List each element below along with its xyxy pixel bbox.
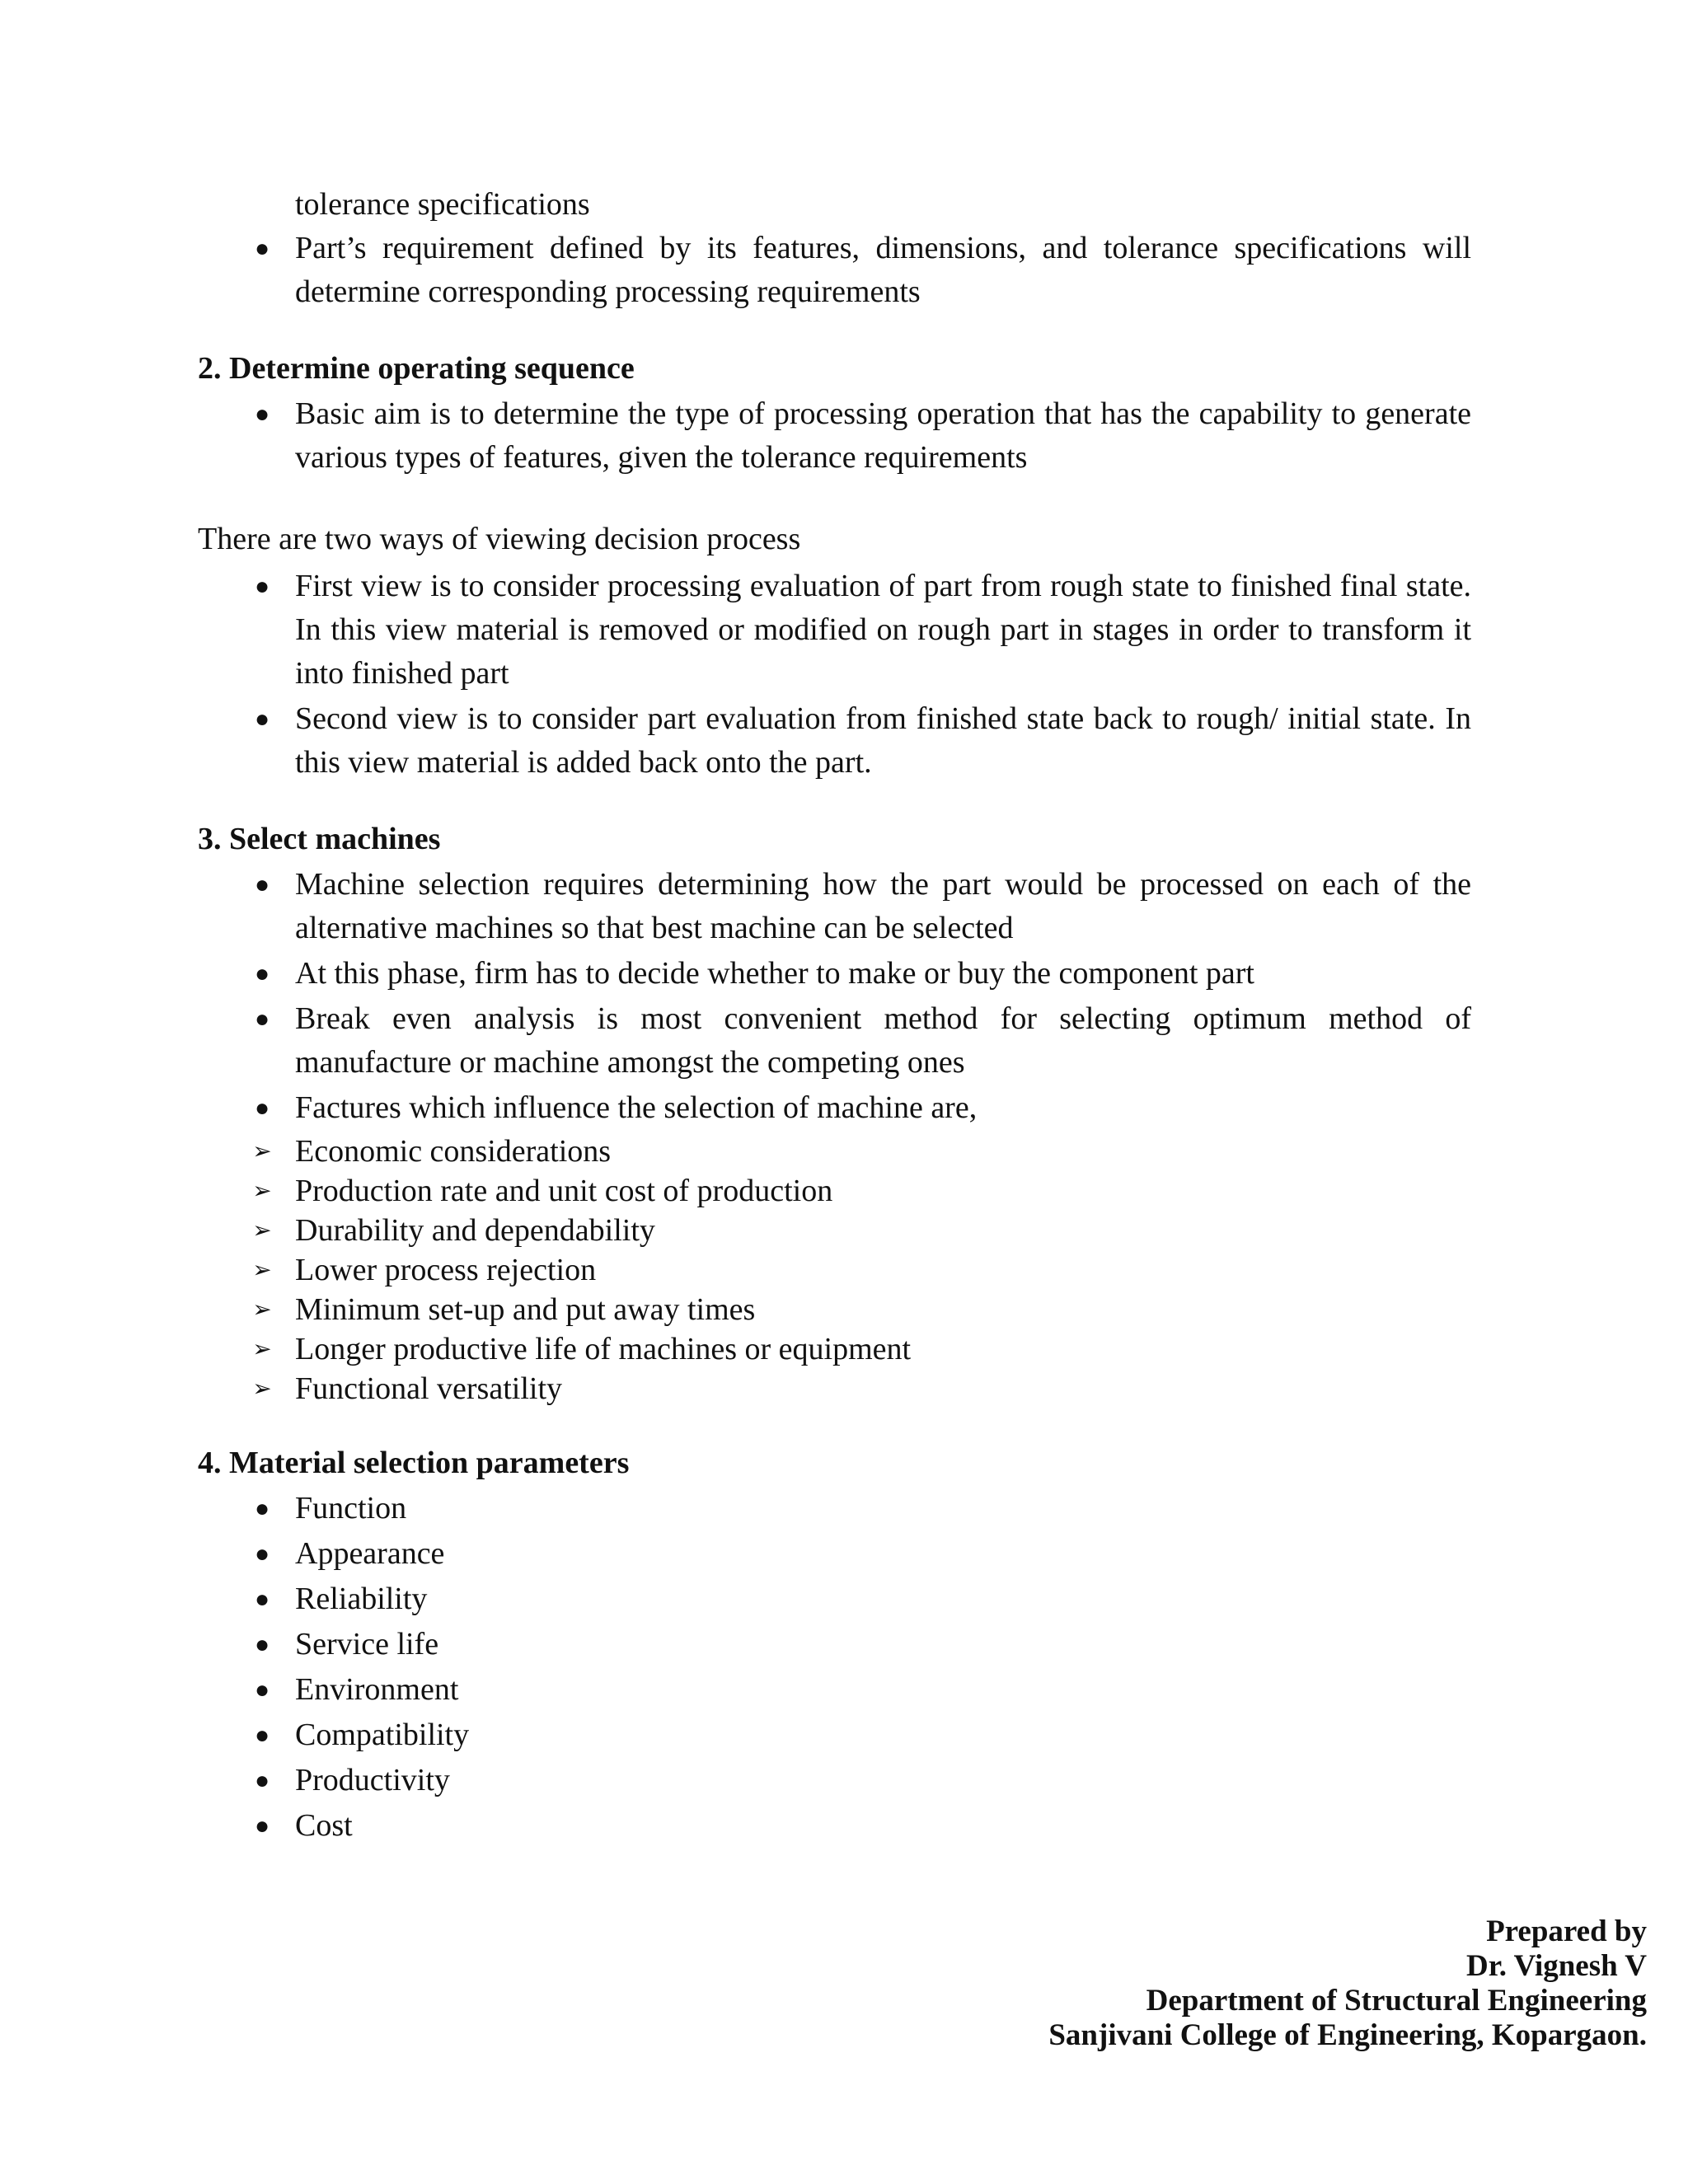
signature-prepared-by: Prepared by <box>1486 1915 1647 1948</box>
list-item: ➢ Production rate and unit cost of production <box>198 1171 1471 1211</box>
list-item: ● Compatibility <box>198 1713 1471 1757</box>
list-item: ➢ Lower process rejection <box>198 1250 1471 1290</box>
material-parameters-list <box>198 1487 1471 1848</box>
list-item: ➢ Longer productive life of machines or equipment <box>198 1329 1471 1369</box>
list-item: ➢ Durability and dependability <box>198 1211 1471 1250</box>
list-item: ➢ Functional versatility <box>198 1369 1471 1408</box>
bullet-icon: ● <box>254 1631 270 1658</box>
section-heading-select-machines: 3. Select machines <box>198 822 441 856</box>
operating-sequence-list <box>198 392 1471 480</box>
arrow-bullet-icon: ➢ <box>252 1296 272 1323</box>
bullet-icon: ● <box>254 1676 270 1704</box>
bullet-icon: ● <box>254 1722 270 1749</box>
list-item: ● Environment <box>198 1668 1471 1712</box>
list-item: ● At this phase, firm has to decide whether to make or buy the component part <box>198 952 1471 996</box>
signature-college: Sanjivani College of Engineering, Kopargaon. <box>1048 2018 1647 2052</box>
bullet-icon: ● <box>254 401 270 428</box>
list-item: ● Reliability <box>198 1577 1471 1621</box>
bullet-icon: ● <box>254 1005 270 1033</box>
arrow-bullet-icon: ➢ <box>252 1216 272 1244</box>
list-item: ● Service life <box>198 1623 1471 1666</box>
list-item: ➢ Economic considerations <box>198 1132 1471 1171</box>
list-item: ● Basic aim is to determine the type of processing operation that has the capability to generate various types of features, given the tolerance requirements <box>198 392 1471 480</box>
list-item: ➢ Minimum set-up and put away times <box>198 1290 1471 1329</box>
bullet-icon: ● <box>254 960 270 987</box>
list-item: ● Productivity <box>198 1759 1471 1802</box>
views-intro-text: There are two ways of viewing decision process <box>198 522 801 556</box>
list-item: ● Function <box>198 1487 1471 1530</box>
intro-bullet-list <box>198 227 1471 314</box>
list-item: ● Machine selection requires determining how the part would be processed on each of the alternative machines so that best machine can be selected <box>198 863 1471 950</box>
bullet-icon: ● <box>254 235 270 262</box>
arrow-bullet-icon: ➢ <box>252 1256 272 1283</box>
bullet-icon: ● <box>254 1812 270 1840</box>
arrow-bullet-icon: ➢ <box>252 1335 272 1362</box>
list-item: ● Second view is to consider part evaluation from finished state back to rough/ initial state. In this view material is added back onto the part. <box>198 697 1471 785</box>
list-item: ● Appearance <box>198 1532 1471 1576</box>
signature-department: Department of Structural Engineering <box>1146 1984 1647 2018</box>
arrow-bullet-icon: ➢ <box>252 1137 272 1165</box>
bullet-icon: ● <box>254 1094 270 1122</box>
section-heading-material-selection: 4. Material selection parameters <box>198 1446 630 1480</box>
document-body <box>198 183 1471 1849</box>
list-item: ● Part’s requirement defined by its features, dimensions, and tolerance specifications will determine corresponding processing requirements <box>198 227 1471 314</box>
list-item: ● Cost <box>198 1804 1471 1848</box>
list-item: ● First view is to consider processing evaluation of part from rough state to finished final state. In this view material is removed or modified on rough part in stages in order to transform it into finished part <box>198 565 1471 696</box>
bullet-icon: ● <box>254 1495 270 1522</box>
signature-author: Dr. Vignesh V <box>1466 1949 1647 1983</box>
bullet-icon: ● <box>254 1586 270 1613</box>
section-heading-operating-sequence: 2. Determine operating sequence <box>198 351 635 386</box>
signature-block <box>1048 1915 1647 2053</box>
views-list <box>198 565 1471 785</box>
arrow-bullet-icon: ➢ <box>252 1177 272 1204</box>
bullet-icon: ● <box>254 1767 270 1794</box>
continuation-text: tolerance specifications <box>295 187 590 222</box>
bullet-icon: ● <box>254 705 270 733</box>
bullet-icon: ● <box>254 871 270 898</box>
list-item: ● Factures which influence the selection of machine are, <box>198 1086 1471 1130</box>
arrow-bullet-icon: ➢ <box>252 1375 272 1402</box>
machine-factors-list <box>198 1132 1471 1408</box>
bullet-icon: ● <box>254 1540 270 1568</box>
list-item: ● Break even analysis is most convenient method for selecting optimum method of manufacture or machine amongst the competing ones <box>198 997 1471 1085</box>
bullet-icon: ● <box>254 573 270 600</box>
select-machines-list <box>198 863 1471 1130</box>
